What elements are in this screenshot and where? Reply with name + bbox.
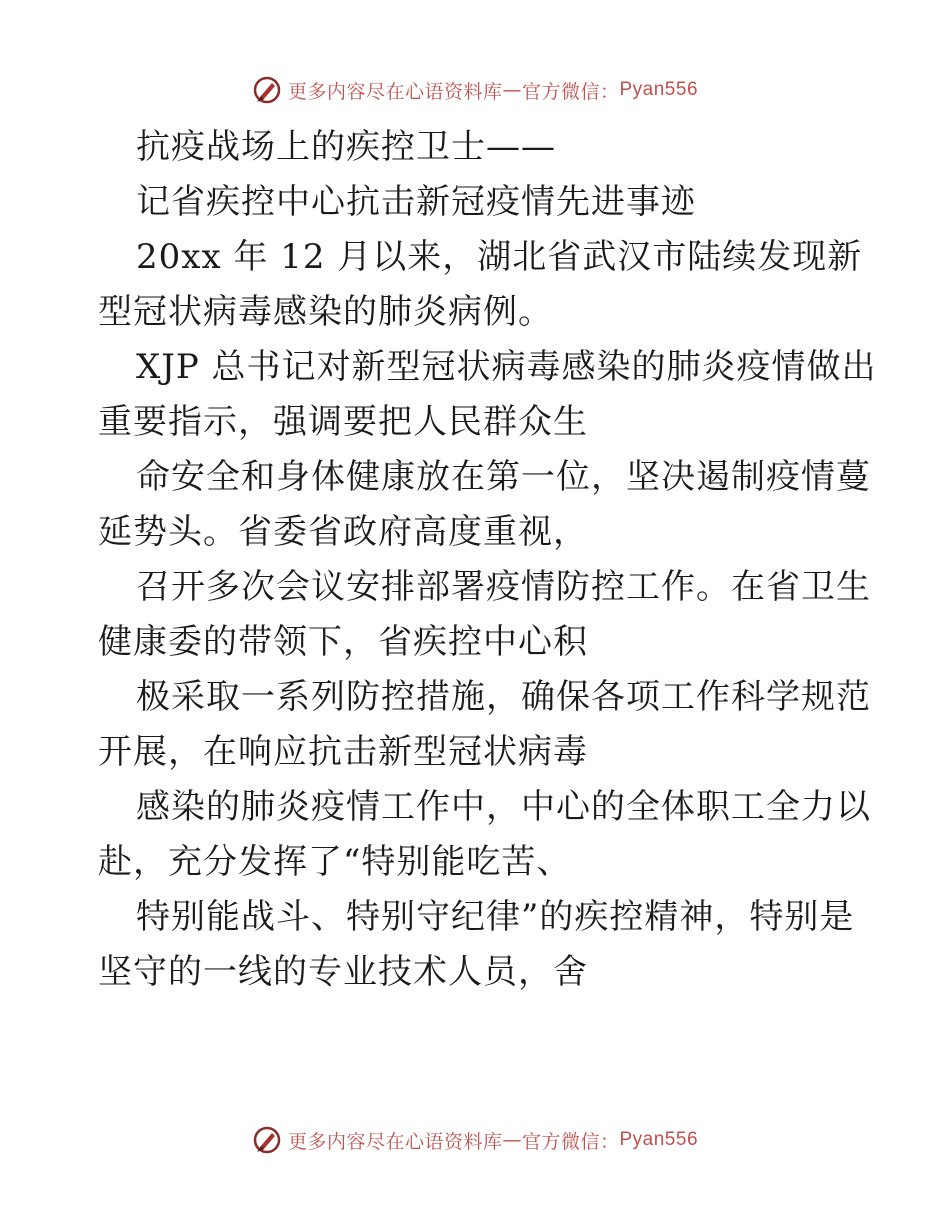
- paragraph-2-line-1: XJP 总书记对新型冠状病毒感染的肺炎疫情做出: [136, 347, 877, 387]
- paragraph-3-line-2: 延势头。省委省政府高度重视，: [98, 512, 588, 552]
- footer-watermark: [0, 1120, 950, 1160]
- title-line-1: 抗疫战场上的疾控卫士——: [136, 127, 556, 167]
- paragraph-5-line-2: 开展，在响应抗击新型冠状病毒: [98, 732, 588, 772]
- pen-circle-logo-icon: [252, 75, 282, 105]
- watermark-wechat-id: Pyan556: [619, 79, 699, 100]
- paragraph-7-line-1: 特别能战斗、特别守纪律”的疾控精神，特别是: [136, 897, 855, 937]
- pen-circle-logo-icon: [252, 1125, 282, 1155]
- watermark-wechat-label: 官方微信：: [521, 80, 620, 103]
- watermark-main-text: 更多内容尽在心语资料库: [287, 80, 503, 103]
- watermark-main-text: 更多内容尽在心语资料库: [287, 1130, 503, 1153]
- document-body: [98, 120, 877, 1000]
- paragraph-7-line-2: 坚守的一线的专业技术人员，舍: [98, 952, 588, 992]
- paragraph-4-line-1: 召开多次会议安排部署疫情防控工作。在省卫生: [136, 567, 871, 607]
- watermark-dash: —: [502, 79, 522, 101]
- header-watermark: [0, 70, 950, 110]
- paragraph-4-line-2: 健康委的带领下，省疾控中心积: [98, 622, 588, 662]
- paragraph-1-line-1: 20xx 年 12 月以来，湖北省武汉市陆续发现新: [136, 237, 863, 277]
- paragraph-2-line-2: 重要指示，强调要把人民群众生: [98, 402, 588, 442]
- title-line-2: 记省疾控中心抗击新冠疫情先进事迹: [136, 182, 696, 222]
- paragraph-6-line-2: 赴，充分发挥了“特别能吃苦、: [98, 842, 572, 882]
- watermark-wechat-label: 官方微信：: [521, 1130, 620, 1153]
- paragraph-6-line-1: 感染的肺炎疫情工作中，中心的全体职工全力以: [136, 787, 871, 827]
- paragraph-3-line-1: 命安全和身体健康放在第一位，坚决遏制疫情蔓: [136, 457, 871, 497]
- paragraph-5-line-1: 极采取一系列防控措施，确保各项工作科学规范: [136, 677, 871, 717]
- paragraph-1-line-2: 型冠状病毒感染的肺炎病例。: [98, 292, 553, 332]
- watermark-wechat-id: Pyan556: [619, 1129, 699, 1150]
- watermark-dash: —: [502, 1129, 522, 1151]
